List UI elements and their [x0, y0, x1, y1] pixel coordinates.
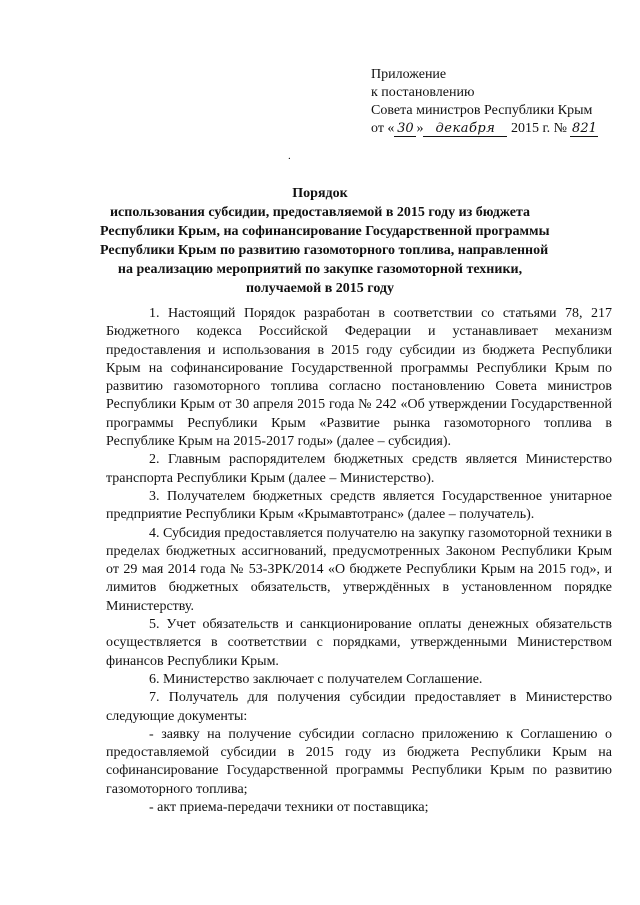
date-prefix: от «: [371, 121, 395, 136]
list-item-application: - заявку на получение субсидии согласно приложению к Соглашению о предоставляемой субсидии в 2015 году из бюджета Республики Крым на софинансирование Государственной программы Республики Крым по развитию газомоторного топлива;: [106, 726, 612, 797]
date-separator: »: [416, 121, 424, 136]
appendix-header: [371, 66, 598, 138]
title-line-4: Республики Крым по развитию газомоторного топлива, направленной: [100, 243, 549, 258]
title-line-6: получаемой в 2015 году: [245, 281, 394, 296]
paragraph-3: 3. Получателем бюджетных средств является Государственное унитарное предприятие Республики Крым «Крымавтотранс» (далее – получатель).: [106, 488, 612, 523]
title-line-3: Республики Крым, на софинансирование Государственной программы: [100, 224, 550, 239]
paragraph-5: 5. Учет обязательств и санкционирование оплаты денежных обязательств осуществляется в соответствии с порядками, утвержденными Министерством финансов Республики Крым.: [106, 617, 612, 669]
paragraph-1: 1. Настоящий Порядок разработан в соответствии со статьями 78, 217 Бюджетного кодекса Российской Федерации и устанавливает механизм предоставления и использования в 2015 году субсидии из бюджета Республики Крым на софинансирование Государственной программы Республики Крым по развитию газомоторного топлива согласно постановлению Совета министров Республики Крым от 30 апреля 2015 года № 242 «Об утверждении Государственной программы Республики Крым «Развитие рынка газомоторного топлива в Республике Крым на 2015-2017 годы» (далее – субсидия).: [106, 306, 612, 450]
title-line-1: Порядок: [292, 186, 348, 201]
date-month-handwritten: декабря: [423, 122, 507, 137]
date-year: 2015 г. №: [510, 121, 567, 136]
paragraph-6: 6. Министерство заключает с получателем Соглашение.: [149, 671, 483, 687]
list-item-transfer-act: - акт приема-передачи техники от поставщика;: [149, 800, 429, 816]
paragraph-2: 2. Главным распорядителем бюджетных средств является Министерство транспорта Республики Крым (далее – Министерство).: [106, 452, 612, 486]
title-line-2: использования субсидии, предоставляемой в 2015 году из бюджета: [109, 205, 531, 220]
paragraph-4: 4. Субсидия предоставляется получателю на закупку газомоторной техники в пределах бюджетных ассигнований, предусмотренных Законом Республики Крым от 29 мая 2014 года № 53-ЗРК/2014 «О бюджете Республики Крым на 2015 год», и лимитов бюджетных обязательств, утверждённых в установленном порядке Министерству.: [106, 525, 612, 614]
appendix-line-2: к постановлению: [371, 85, 475, 100]
date-day-handwritten: 30: [394, 122, 416, 137]
document-body: [106, 305, 612, 817]
paragraph-7: 7. Получатель для получения субсидии предоставляет в Министерство следующие документы:: [106, 690, 612, 724]
appendix-line-1: Приложение: [371, 67, 447, 82]
appendix-date-line: [371, 120, 598, 138]
appendix-line-3: Совета министров Республики Крым: [371, 103, 593, 118]
title-line-5: на реализацию мероприятий по закупке газомоторной техники,: [117, 262, 523, 277]
document-title: [100, 184, 550, 298]
stray-dot: .: [288, 150, 291, 162]
document-number-handwritten: 821: [572, 121, 597, 136]
